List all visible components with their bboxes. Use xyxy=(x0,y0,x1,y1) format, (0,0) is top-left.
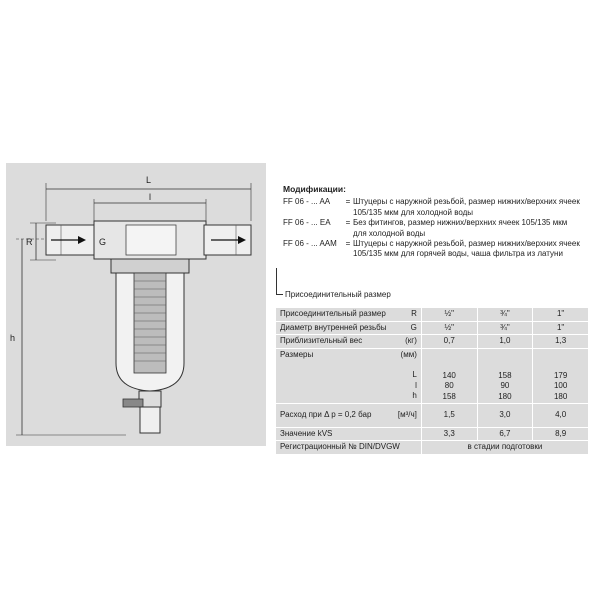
modification-description: Без фитингов, размер нижних/верхних ячеек 105/135 мкм для холодной воды xyxy=(353,218,568,238)
modification-description: Штуцеры с наружной резьбой, размер нижних/верхних ячеек 105/135 мкм для холодной воды xyxy=(353,197,580,217)
dimension-sub-label: l xyxy=(415,380,417,390)
dim-label-h: h xyxy=(10,333,16,343)
dim-label-R: R xyxy=(26,237,33,247)
table-row xyxy=(276,335,588,349)
table-cell: 1,0 xyxy=(477,335,533,349)
table-cell: ¾" xyxy=(477,308,533,321)
drain-handle xyxy=(123,399,143,407)
row-label: Размеры (мм) L l h xyxy=(276,348,421,404)
row-label: Регистрационный № DIN/DVGW xyxy=(276,441,421,455)
table-cell: 1" xyxy=(533,308,588,321)
table-cell: 179 100 180 xyxy=(533,348,588,404)
bowl-ring xyxy=(111,259,189,273)
table-cell: 1,5 xyxy=(421,404,477,428)
dimension-sub-label: L xyxy=(412,370,417,379)
row-unit: [м³/ч] xyxy=(397,410,417,419)
modification-equals: = xyxy=(345,218,351,228)
table-row-dimensions xyxy=(276,348,588,404)
table-row xyxy=(276,427,588,441)
row-label: Значение kVS xyxy=(276,427,421,441)
row-unit: G xyxy=(410,322,417,332)
drain-outlet xyxy=(140,407,160,433)
table-cell: 8,9 xyxy=(533,427,588,441)
connection-leader-line xyxy=(276,268,283,295)
row-label: Расход при Δ p = 0,2 бар [м³/ч] xyxy=(276,404,421,428)
modification-equals: = xyxy=(345,197,351,207)
table-cell: ½" xyxy=(421,308,477,321)
modification-equals: = xyxy=(345,239,351,249)
modifications-section xyxy=(283,184,583,260)
modifications-title: Модификации: xyxy=(283,184,346,194)
table-cell: 1,3 xyxy=(533,335,588,349)
modification-item xyxy=(283,197,583,218)
row-label: Присоединительный размер R xyxy=(276,308,421,321)
modification-item xyxy=(283,218,583,239)
table-cell: в стадии подготовки xyxy=(421,441,588,455)
table-cell: 158 90 180 xyxy=(477,348,533,404)
dimension-sub-label: h xyxy=(412,391,417,400)
row-label: Диаметр внутренней резьбы G xyxy=(276,321,421,335)
row-unit: (кг) xyxy=(405,336,417,345)
dim-label-L: L xyxy=(146,175,152,185)
table-row xyxy=(276,321,588,335)
modification-item xyxy=(283,239,583,260)
table-cell: 3,3 xyxy=(421,427,477,441)
row-unit: (мм) xyxy=(400,349,417,359)
modification-description: Штуцеры с наружной резьбой, размер нижних/верхних ячеек 105/135 мкм для горячей воды, чаша фильтра из латуни xyxy=(353,239,580,259)
table-cell: ½" xyxy=(421,321,477,335)
row-label: Приблизительный вес (кг) xyxy=(276,335,421,349)
filter-mesh xyxy=(134,273,166,373)
table-cell: 140 80 158 xyxy=(421,348,477,404)
table-cell: 4,0 xyxy=(533,404,588,428)
table-cell: 1" xyxy=(533,321,588,335)
table-row xyxy=(276,404,588,428)
table-cell: ¾" xyxy=(477,321,533,335)
table-row xyxy=(276,441,588,455)
spec-table xyxy=(276,308,588,455)
row-unit: R xyxy=(411,309,417,318)
dim-label-l: l xyxy=(149,192,151,202)
modification-code: FF 06 - ... AA xyxy=(283,197,331,207)
modification-code: FF 06 - ... EA xyxy=(283,218,331,228)
table-cell: 0,7 xyxy=(421,335,477,349)
table-cell: 3,0 xyxy=(477,404,533,428)
connection-size-caption: Присоединительный размер xyxy=(285,290,391,299)
dim-label-G: G xyxy=(99,237,107,247)
table-row xyxy=(276,308,588,321)
table-cell: 6,7 xyxy=(477,427,533,441)
filter-drawing-svg xyxy=(6,163,266,446)
modification-code: FF 06 - ... AAM xyxy=(283,239,337,249)
technical-drawing xyxy=(6,163,266,446)
